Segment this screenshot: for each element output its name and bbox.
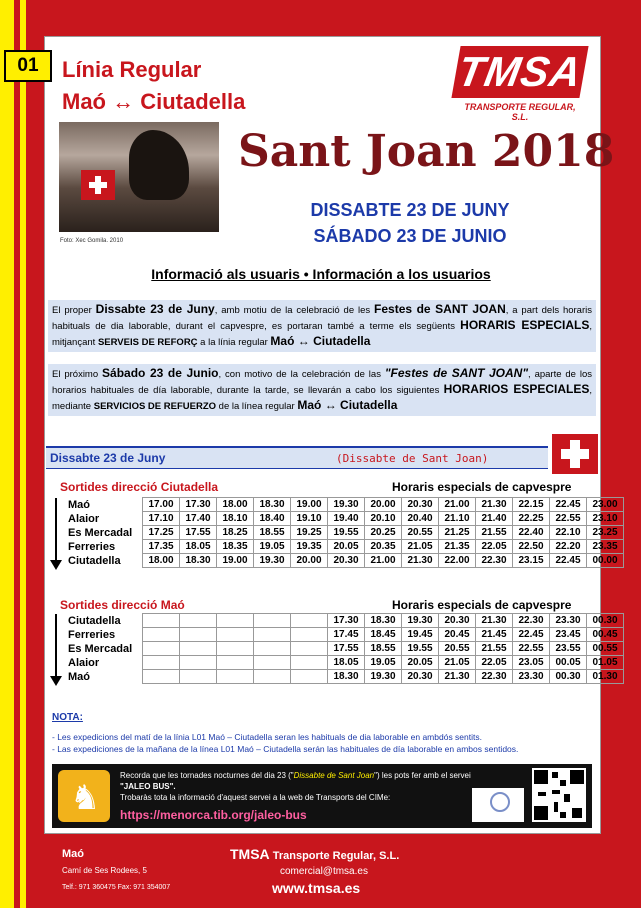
departure-time: 19.40 (328, 512, 365, 526)
departure-time: 23.30 (550, 614, 587, 628)
timetable-row (48, 526, 624, 540)
festival-photo (59, 122, 219, 232)
return-timetable (48, 613, 624, 684)
stop-name: Ciutadella (68, 554, 121, 567)
qr-module (564, 794, 570, 802)
departure-time: 19.35 (291, 540, 328, 554)
day-header (46, 446, 548, 469)
departure-time: 19.05 (254, 540, 291, 554)
departure-time: 21.45 (476, 628, 513, 642)
departure-time: 21.30 (439, 670, 476, 684)
departure-time: 22.30 (513, 614, 550, 628)
jaleo-bus-banner (52, 764, 592, 828)
outbound-special-label: Horaris especials de capvespre (392, 480, 572, 494)
stop-name: Maó (68, 670, 90, 683)
jaleo-bus-link[interactable]: https://menorca.tib.org/jaleo-bus (120, 808, 307, 822)
departure-time (217, 670, 254, 684)
tmsa-logo (454, 46, 586, 122)
event-title: Sant Joan 2018 (238, 126, 615, 177)
qr-module (572, 808, 582, 818)
day-note: (Dissabte de Sant Joan) (336, 452, 489, 465)
departure-time (291, 642, 328, 656)
line-type: Línia Regular (62, 57, 202, 82)
departure-time: 21.30 (476, 498, 513, 512)
departure-time: 19.30 (254, 554, 291, 568)
logo-subtitle: TRANSPORTE REGULAR, S.L. (464, 102, 576, 122)
timetable-row (48, 498, 624, 512)
photo-credit: Foto: Xec Gomila. 2010 (60, 238, 124, 244)
flag-shape (81, 170, 115, 200)
departure-time: 21.05 (402, 540, 439, 554)
timetable-row (48, 614, 624, 628)
departure-time: 22.45 (550, 498, 587, 512)
departure-time: 20.55 (439, 642, 476, 656)
departure-time: 17.35 (143, 540, 180, 554)
departure-time: 21.00 (365, 554, 402, 568)
departure-time: 00.45 (587, 628, 624, 642)
departure-time: 00.05 (550, 656, 587, 670)
departure-time (254, 628, 291, 642)
departure-time: 18.05 (328, 656, 365, 670)
departure-time: 20.30 (402, 670, 439, 684)
departure-time (217, 656, 254, 670)
departure-time: 20.30 (328, 554, 365, 568)
timetable-row (48, 540, 624, 554)
departure-time: 17.40 (180, 512, 217, 526)
departure-time: 22.05 (476, 540, 513, 554)
qr-module (560, 780, 566, 786)
departure-time: 23.25 (587, 526, 624, 540)
departure-time: 20.10 (365, 512, 402, 526)
qr-module (534, 806, 548, 820)
departure-time: 20.05 (328, 540, 365, 554)
departure-time: 17.00 (143, 498, 180, 512)
departure-time: 21.00 (439, 498, 476, 512)
footer-company: TMSA Transporte Regular, S.L. (230, 846, 400, 862)
departure-time: 20.45 (439, 628, 476, 642)
departure-time: 00.55 (587, 642, 624, 656)
departure-time (180, 656, 217, 670)
departure-time: 17.45 (328, 628, 365, 642)
departure-time: 22.45 (513, 628, 550, 642)
departure-time: 23.15 (513, 554, 550, 568)
departure-time: 22.55 (550, 512, 587, 526)
departure-time: 18.25 (217, 526, 254, 540)
departure-time: 19.00 (291, 498, 328, 512)
banner-text: Recorda que les tornades nocturnes del dia 23 ("Dissabte de Sant Joan") les pots fer amb el servei "JALEO BUS". Trobaràs tota la informació d'aquest servei a la web de Transports del CIMe: (120, 771, 471, 802)
departure-time (180, 670, 217, 684)
departure-time (217, 628, 254, 642)
stop-name: Maó (68, 498, 90, 511)
departure-time: 19.55 (328, 526, 365, 540)
left-yellow-stripe (0, 0, 14, 908)
qr-module (538, 792, 546, 796)
departure-time: 23.55 (550, 642, 587, 656)
departure-time: 17.10 (143, 512, 180, 526)
footer-email[interactable]: comercial@tmsa.es (280, 866, 368, 877)
departure-time: 18.00 (143, 554, 180, 568)
departure-time: 22.00 (439, 554, 476, 568)
departure-time: 22.05 (476, 656, 513, 670)
departure-time (291, 656, 328, 670)
departure-time: 22.25 (513, 512, 550, 526)
departure-time (180, 628, 217, 642)
route-title (62, 54, 245, 118)
departure-time: 19.45 (402, 628, 439, 642)
departure-time: 17.55 (180, 526, 217, 540)
departure-time (143, 628, 180, 642)
left-yellow-stripe-thin (20, 0, 26, 908)
departure-time: 18.35 (217, 540, 254, 554)
qr-code-icon[interactable] (532, 768, 586, 822)
qr-module (552, 772, 558, 778)
departure-time: 22.45 (550, 554, 587, 568)
return-special-label: Horaris especials de capvespre (392, 598, 572, 612)
notice-spanish: El próximo Sábado 23 de Junio, con motivo de la celebración de las "Festes de SANT JOAN", aparte de los horarios habituales de día laborable, durante la tarde, se llevarán a cabo los siguientes HORARIOS ESPECIALES, mediante SERVICIOS DE REFUERZO de la línea regular Maó ↔ Ciutadella (48, 364, 596, 416)
info-heading: Informació als usuaris • Información a los usuarios (151, 266, 491, 282)
departure-time: 19.30 (402, 614, 439, 628)
departure-time: 22.10 (550, 526, 587, 540)
departure-time: 22.40 (513, 526, 550, 540)
stop-name: Es Mercadal (68, 526, 133, 539)
departure-time (180, 642, 217, 656)
departure-time: 23.00 (587, 498, 624, 512)
departure-time: 21.05 (439, 656, 476, 670)
departure-time (217, 614, 254, 628)
stop-name: Ferreries (68, 540, 116, 553)
timetable-row (48, 628, 624, 642)
footer-website[interactable]: www.tmsa.es (272, 880, 361, 896)
departure-time (291, 628, 328, 642)
stop-name: Ferreries (68, 628, 116, 641)
departure-time: 23.35 (587, 540, 624, 554)
event-date-catalan: DISSABTE 23 DE JUNY (310, 200, 510, 220)
departure-time (254, 642, 291, 656)
departure-time: 18.30 (328, 670, 365, 684)
stop-name: Ciutadella (68, 614, 121, 627)
departure-time: 20.30 (402, 498, 439, 512)
departure-time: 19.30 (365, 670, 402, 684)
notice-catalan: El proper Dissabte 23 de Juny, amb motiu de la celebració de les Festes de SANT JOAN, a part dels horaris habituals de dia laborable, durant el capvespre, es portaran també a terme els següents HORARIS ESPECIALS, mitjançant SERVEIS DE REFORÇ a la línia regular Maó ↔ Ciutadella (48, 300, 596, 352)
outbound-title: Sortides direcció Ciutadella (60, 480, 219, 494)
footer-city: Maó (62, 848, 84, 860)
footer-address: Camí de Ses Rodees, 5 (62, 866, 147, 875)
horse-icon: ♞ (58, 770, 110, 822)
timetable-row (48, 670, 624, 684)
qr-module (560, 812, 566, 818)
logo-name: TMSA (451, 46, 588, 98)
departure-time (254, 656, 291, 670)
departure-time: 17.55 (328, 642, 365, 656)
nota-spanish: - Las expediciones de la mañana de la línea L01 Maó – Ciutadella serán las habituales de día laborable en ambos sentidos. (52, 744, 519, 754)
departure-time: 22.30 (476, 670, 513, 684)
menorca-cross-flag-icon (552, 434, 598, 474)
departure-time: 21.40 (476, 512, 513, 526)
departure-time (143, 670, 180, 684)
departure-time (217, 642, 254, 656)
departure-time: 17.25 (143, 526, 180, 540)
departure-time: 18.05 (180, 540, 217, 554)
footer-phone: Telf.: 971 360475 Fax: 971 354007 (62, 884, 171, 891)
departure-time: 22.50 (513, 540, 550, 554)
departure-time: 21.55 (476, 526, 513, 540)
timetable-row (48, 642, 624, 656)
departure-time: 21.30 (476, 614, 513, 628)
departure-time: 18.00 (217, 498, 254, 512)
departure-time: 18.10 (217, 512, 254, 526)
qr-module (534, 770, 548, 784)
departure-time: 20.00 (291, 554, 328, 568)
departure-time: 22.20 (550, 540, 587, 554)
departure-time: 21.10 (439, 512, 476, 526)
departure-time: 17.30 (328, 614, 365, 628)
departure-time: 18.30 (254, 498, 291, 512)
departure-time: 18.30 (180, 554, 217, 568)
departure-time (143, 614, 180, 628)
departure-time: 22.30 (476, 554, 513, 568)
departure-time: 19.10 (291, 512, 328, 526)
departure-time: 21.30 (402, 554, 439, 568)
timetable-row (48, 512, 624, 526)
outbound-timetable (48, 497, 624, 568)
qr-module (554, 802, 558, 812)
departure-time: 22.15 (513, 498, 550, 512)
departure-time: 20.00 (365, 498, 402, 512)
departure-time: 20.30 (439, 614, 476, 628)
departure-time: 21.55 (476, 642, 513, 656)
departure-time: 23.05 (513, 656, 550, 670)
departure-time: 19.25 (291, 526, 328, 540)
nota-label: NOTA: (52, 712, 83, 723)
nota-catalan: - Les expedicions del matí de la línia L01 Maó – Ciutadella seran les habituals de dia laborable en ambdós sentits. (52, 732, 482, 742)
stop-name: Alaior (68, 512, 100, 525)
departure-time: 19.30 (328, 498, 365, 512)
departure-time: 01.05 (587, 656, 624, 670)
departure-time: 22.55 (513, 642, 550, 656)
day-label: Dissabte 23 de Juny (50, 451, 166, 465)
stop-name: Es Mercadal (68, 642, 133, 655)
consell-insular-seal-icon (472, 788, 524, 822)
line-number-badge: 01 (4, 50, 52, 82)
departure-time: 00.30 (587, 614, 624, 628)
departure-time: 21.25 (439, 526, 476, 540)
timetable-row (48, 656, 624, 670)
departure-time: 19.05 (365, 656, 402, 670)
departure-time: 20.25 (365, 526, 402, 540)
departure-time: 19.55 (402, 642, 439, 656)
event-date-spanish: SÁBADO 23 DE JUNIO (313, 226, 507, 246)
departure-time: 18.55 (365, 642, 402, 656)
departure-time: 20.35 (365, 540, 402, 554)
departure-time: 20.05 (402, 656, 439, 670)
departure-time (180, 614, 217, 628)
departure-time: 23.45 (550, 628, 587, 642)
departure-time: 01.30 (587, 670, 624, 684)
departure-time (143, 642, 180, 656)
departure-time (291, 670, 328, 684)
stop-name: Alaior (68, 656, 100, 669)
return-title: Sortides direcció Maó (60, 598, 185, 612)
departure-time: 20.40 (402, 512, 439, 526)
departure-time: 18.45 (365, 628, 402, 642)
departure-time: 18.40 (254, 512, 291, 526)
departure-time: 00.00 (587, 554, 624, 568)
departure-time: 19.00 (217, 554, 254, 568)
departure-time: 17.30 (180, 498, 217, 512)
departure-time: 23.10 (587, 512, 624, 526)
horse-shape (129, 130, 189, 200)
route-name: Maó ↔ Ciutadella (62, 89, 246, 114)
departure-time (254, 614, 291, 628)
departure-time (291, 614, 328, 628)
qr-module (552, 790, 560, 794)
departure-time: 20.55 (402, 526, 439, 540)
departure-time (143, 656, 180, 670)
qr-module (570, 770, 584, 784)
departure-time: 00.30 (550, 670, 587, 684)
departure-time: 21.35 (439, 540, 476, 554)
departure-time: 23.30 (513, 670, 550, 684)
departure-time (254, 670, 291, 684)
departure-time: 18.55 (254, 526, 291, 540)
departure-time: 18.30 (365, 614, 402, 628)
timetable-row (48, 554, 624, 568)
